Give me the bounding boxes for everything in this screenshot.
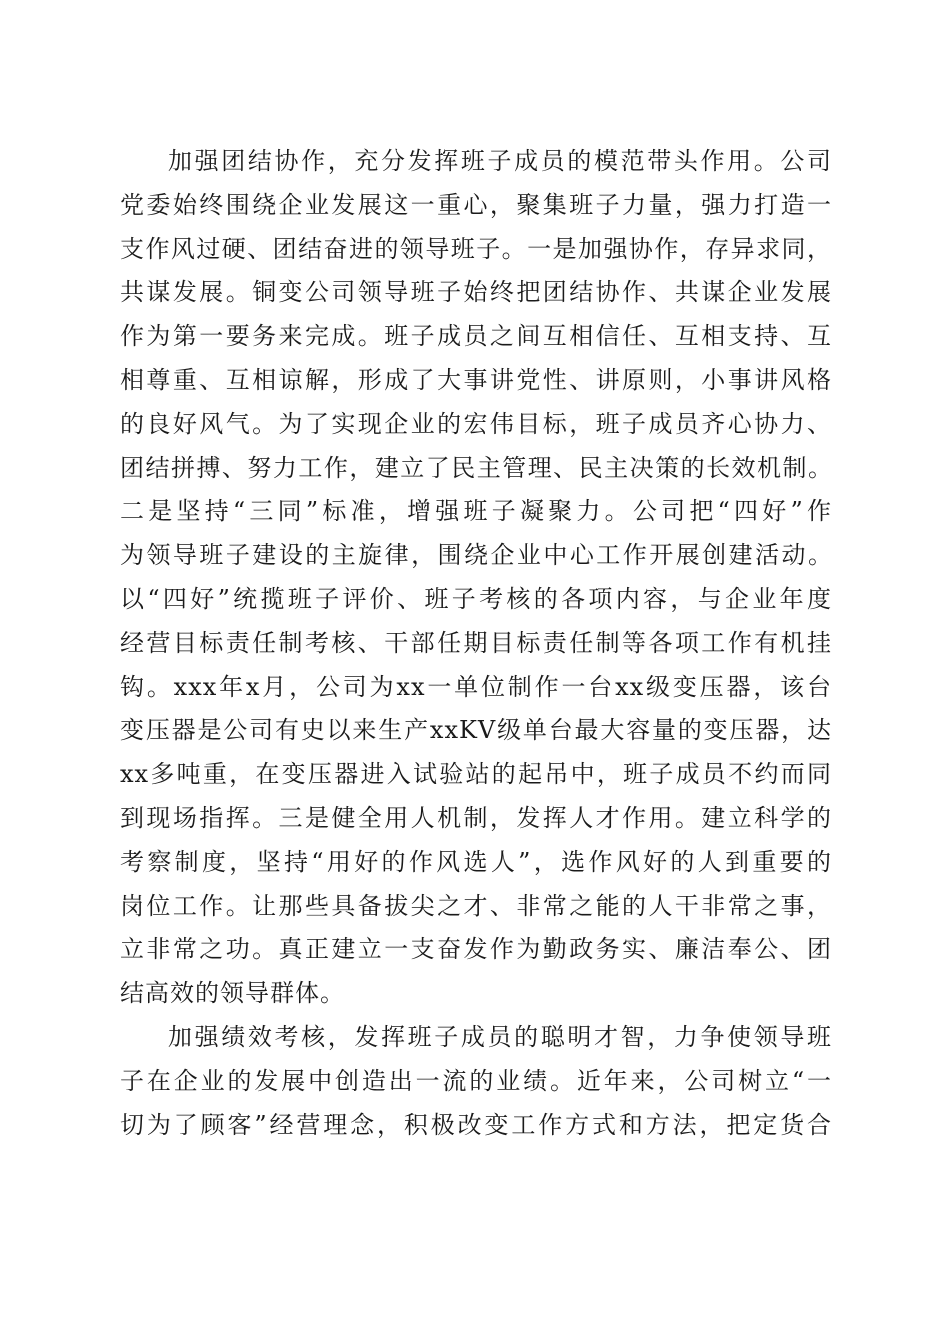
text-line: 到现场指挥。三是健全用人机制，发挥人才作用。建立科学的 <box>120 803 832 832</box>
text-line: 加强团结协作，充分发挥班子成员的模范带头作用。公司 <box>168 147 832 175</box>
text-line: 的良好风气。为了实现企业的宏伟目标，班子成员齐心协力、 <box>120 409 832 438</box>
text-line: 变压器是公司有史以来生产xxKV级单台最大容量的变压器，达 <box>120 716 832 745</box>
text-line: 切为了顾客”经营理念，积极改变工作方式和方法，把定货合 <box>120 1110 832 1139</box>
text-line: 岗位工作。让那些具备拔尖之才、非常之能的人干非常之事， <box>120 891 832 920</box>
text-line: 以“四好”统揽班子评价、班子考核的各项内容，与企业年度 <box>120 584 832 613</box>
text-line: 党委始终围绕企业发展这一重心，聚集班子力量，强力打造一 <box>120 190 832 219</box>
paragraph-2 <box>120 1016 832 1147</box>
text-line: xx多吨重，在变压器进入试验站的起吊中，班子成员不约而同 <box>120 760 832 789</box>
text-line: 结高效的领导群体。 <box>120 979 345 1008</box>
text-line: 团结拼搏、努力工作，建立了民主管理、民主决策的长效机制。 <box>120 453 832 482</box>
text-line: 共谋发展。铜变公司领导班子始终把团结协作、共谋企业发展 <box>120 278 832 307</box>
document-body <box>120 140 832 1147</box>
text-line: 子在企业的发展中创造出一流的业绩。近年来，公司树立“一 <box>120 1066 832 1095</box>
text-line: 加强绩效考核，发挥班子成员的聪明才智，力争使领导班 <box>168 1022 832 1051</box>
text-line: 二是坚持“三同”标准，增强班子凝聚力。公司把“四好”作 <box>120 497 832 526</box>
text-line: 支作风过硬、团结奋进的领导班子。一是加强协作，存异求同， <box>120 234 832 263</box>
text-line: 经营目标责任制考核、干部任期目标责任制等各项工作有机挂 <box>120 628 832 657</box>
text-line: 作为第一要务来完成。班子成员之间互相信任、互相支持、互 <box>120 322 832 351</box>
paragraph-1 <box>120 140 832 1016</box>
text-line: 为领导班子建设的主旋律，围绕企业中心工作开展创建活动。 <box>120 541 832 570</box>
text-line: 钩。xxx年x月，公司为xx一单位制作一台xx级变压器，该台 <box>120 672 832 701</box>
text-line: 立非常之功。真正建立一支奋发作为勤政务实、廉洁奉公、团 <box>120 935 832 964</box>
text-line: 考察制度，坚持“用好的作风选人”，选作风好的人到重要的 <box>120 847 832 876</box>
text-line: 相尊重、互相谅解，形成了大事讲党性、讲原则，小事讲风格 <box>120 365 832 394</box>
